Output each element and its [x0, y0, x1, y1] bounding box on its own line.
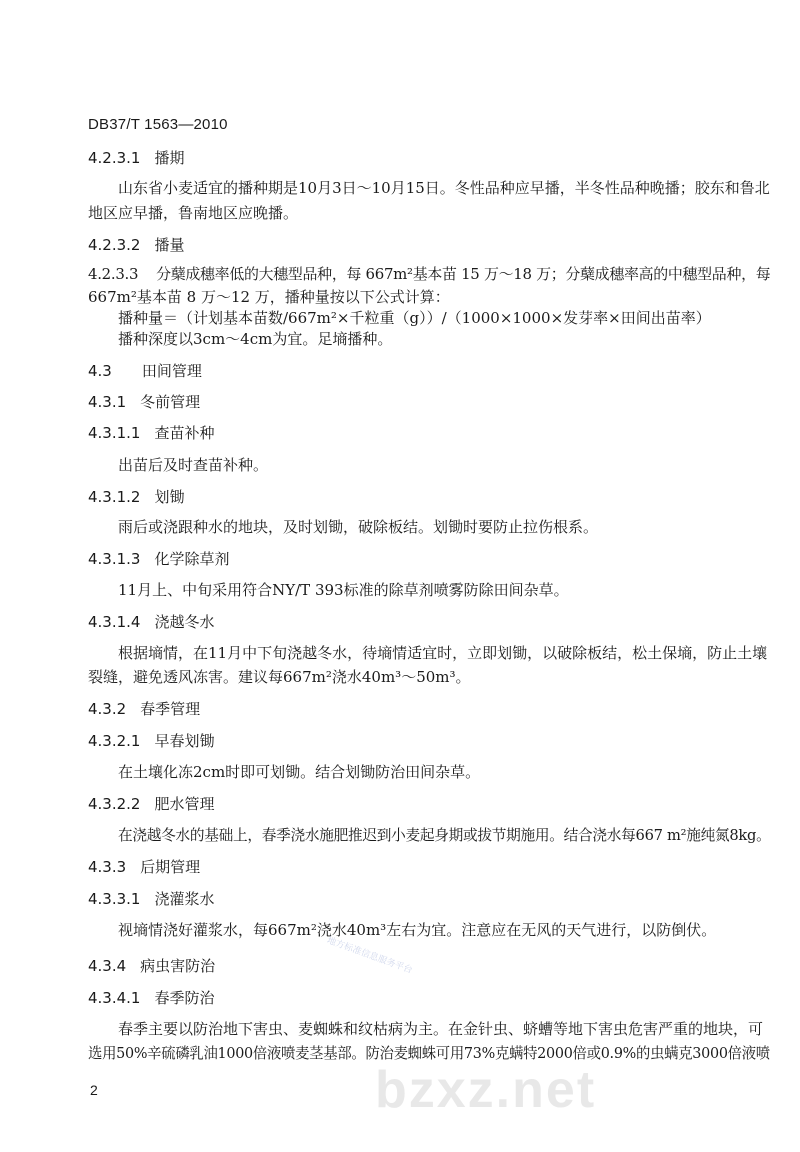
paragraph-line: 在浇越冬水的基础上，春季浇水施肥推迟到小麦起身期或拔节期施用。结合浇水每667 m²施纯氮8kg。	[118, 826, 771, 844]
heading-4-3-1-2	[88, 487, 185, 507]
section-title: 划锄	[154, 488, 185, 506]
section-title: 春季管理	[140, 700, 201, 718]
heading-4-3-4	[88, 956, 215, 976]
paragraph-line: 山东省小麦适宜的播种期是10月3日～10月15日。冬性品种应早播，半冬性品种晚播；胶东和鲁北	[118, 179, 770, 197]
section-title: 冬前管理	[140, 393, 201, 411]
document-code: DB37/T 1563—2010	[88, 116, 228, 133]
section-number: 4.3.1.2	[88, 488, 141, 506]
section-number: 4.3.1.3	[88, 550, 141, 568]
section-number: 4.3.3	[88, 858, 127, 876]
heading-4-2-3-1	[88, 148, 185, 168]
section-title: 化学除草剂	[154, 550, 230, 568]
section-title: 田间管理	[141, 362, 202, 380]
section-number: 4.3.2	[88, 700, 127, 718]
section-title: 肥水管理	[154, 795, 215, 813]
clause-4-2-3-3	[88, 264, 770, 284]
paragraph-line: 选用50%辛硫磷乳油1000倍液喷麦茎基部。防治麦蜘蛛可用73%克螨特2000倍或0.9%的虫螨克3000倍液喷	[88, 1044, 770, 1062]
section-title: 病虫害防治	[140, 957, 216, 975]
section-title: 播量	[154, 236, 185, 254]
paragraph-line: 雨后或浇跟种水的地块，及时划锄，破除板结。划锄时要防止拉伤根系。	[118, 518, 599, 536]
paragraph-line: 播种深度以3cm～4cm为宜。足墒播种。	[118, 330, 393, 348]
section-number: 4.3.4.1	[88, 989, 141, 1007]
section-number: 4.3.1.1	[88, 424, 141, 442]
heading-4-3-3	[88, 857, 200, 877]
heading-4-3-2-2	[88, 794, 215, 814]
section-number: 4.3.4	[88, 957, 127, 975]
heading-4-2-3-2	[88, 235, 185, 255]
section-number: 4.3.3.1	[88, 890, 141, 908]
paragraph-line: 根据墒情，在11月中下旬浇越冬水，待墒情适宜时，立即划锄，以破除板结，松土保墒，防止土壤	[118, 644, 768, 662]
watermark-stamp: 地方标准信息服务平台	[325, 935, 414, 977]
section-title: 浇越冬水	[154, 613, 215, 631]
section-number: 4.3	[88, 362, 112, 380]
section-title: 浇灌浆水	[154, 890, 215, 908]
paragraph-line: 出苗后及时查苗补种。	[118, 456, 269, 474]
watermark: bzxz.net	[375, 1061, 597, 1119]
section-number: 4.2.3.1	[88, 149, 141, 167]
section-title: 查苗补种	[154, 424, 215, 442]
paragraph-line: 春季主要以防治地下害虫、麦蜘蛛和纹枯病为主。在金针虫、蛴螬等地下害虫危害严重的地块，可	[118, 1020, 764, 1038]
section-number: 4.3.1.4	[88, 613, 141, 631]
section-number: 4.2.3.2	[88, 236, 141, 254]
paragraph-line: 地区应早播，鲁南地区应晚播。	[88, 204, 299, 222]
paragraph-line: 视墒情浇好灌浆水，每667m²浇水40m³左右为宜。注意应在无风的天气进行，以防倒伏。	[118, 921, 717, 939]
section-title: 春季防治	[154, 989, 215, 1007]
section-title: 后期管理	[140, 858, 201, 876]
paragraph-line: 在土壤化冻2cm时即可划锄。结合划锄防治田间杂草。	[118, 763, 481, 781]
section-number: 4.3.1	[88, 393, 127, 411]
section-title: 早春划锄	[154, 732, 215, 750]
section-number: 4.2.3.3	[88, 265, 139, 283]
page-number: 2	[90, 1082, 98, 1098]
heading-4-3-1	[88, 392, 200, 412]
section-title: 播期	[154, 149, 185, 167]
paragraph-line: 11月上、中旬采用符合NY/T 393标准的除草剂喷雾防除田间杂草。	[118, 581, 569, 599]
paragraph-line: 裂缝，避免透风冻害。建议每667m²浇水40m³～50m³。	[88, 668, 471, 686]
heading-4-3-3-1	[88, 889, 215, 909]
section-number: 4.3.2.1	[88, 732, 141, 750]
heading-4-3-1-1	[88, 423, 215, 443]
section-number: 4.3.2.2	[88, 795, 141, 813]
heading-4-3-4-1	[88, 988, 215, 1008]
heading-4-3	[88, 361, 202, 381]
formula-line: 播种量＝（计划基本苗数/667m²×千粒重（g））/（1000×1000×发芽率×田间出苗率）	[118, 309, 711, 327]
paragraph-line: 667m²基本苗 8 万～12 万，播种量按以下公式计算：	[88, 288, 450, 306]
paragraph-text: 分蘖成穗率低的大穗型品种，每 667m²基本苗 15 万～18 万；分蘖成穗率高的中穗型品种，每	[156, 265, 771, 283]
heading-4-3-1-4	[88, 612, 215, 632]
heading-4-3-2	[88, 699, 200, 719]
heading-4-3-2-1	[88, 731, 215, 751]
heading-4-3-1-3	[88, 549, 230, 569]
